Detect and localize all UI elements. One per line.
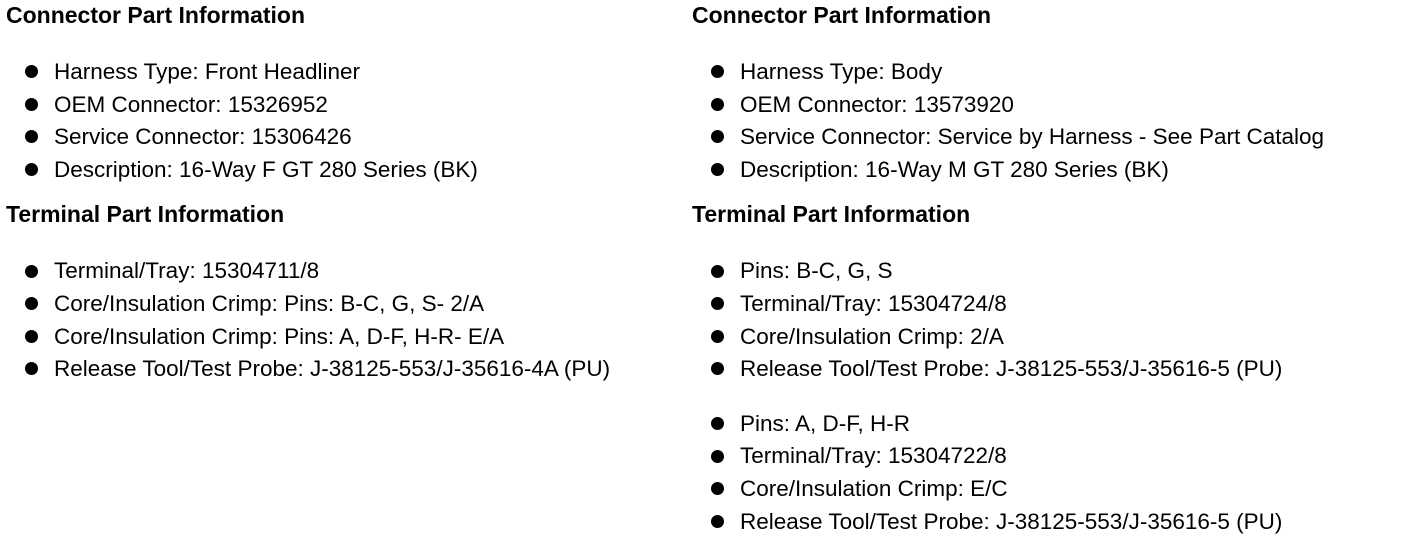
bullet-icon <box>25 65 38 78</box>
list-item-description <box>692 154 1404 187</box>
list-item-pins <box>692 255 1404 288</box>
list-item-text: Core/Insulation Crimp: Pins: B-C, G, S- 2/A <box>54 290 485 316</box>
list-item-crimp <box>692 321 1404 354</box>
bullet-icon <box>711 482 724 495</box>
list-item-text: Description: 16-Way M GT 280 Series (BK) <box>740 156 1169 182</box>
list-item-text: Release Tool/Test Probe: J-38125-553/J-35616-4A (PU) <box>54 356 611 382</box>
terminal-info-list <box>6 255 686 385</box>
list-item-text: Terminal/Tray: 15304722/8 <box>740 443 1007 469</box>
bullet-icon <box>711 265 724 278</box>
bullet-icon <box>25 330 38 343</box>
list-item-release-tool <box>6 353 686 386</box>
bullet-icon <box>25 98 38 111</box>
list-item-text: Service Connector: 15306426 <box>54 124 352 150</box>
list-item-crimp <box>692 473 1404 506</box>
bullet-icon <box>711 98 724 111</box>
terminal-info-list-group-2 <box>692 408 1404 538</box>
list-item-oem-connector <box>692 89 1404 122</box>
list-item-terminal-tray <box>692 440 1404 473</box>
list-item-description <box>6 154 686 187</box>
bullet-icon <box>25 163 38 176</box>
list-item-release-tool <box>692 353 1404 386</box>
list-item-crimp <box>6 288 686 321</box>
connector-heading: Connector Part Information <box>692 2 992 28</box>
list-item-terminal-tray <box>6 255 686 288</box>
connector-info-list <box>6 56 686 186</box>
list-item-text: Pins: B-C, G, S <box>740 258 893 284</box>
list-item-crimp <box>6 321 686 354</box>
list-item-text: Harness Type: Body <box>740 59 943 84</box>
bullet-icon <box>25 297 38 310</box>
list-item-release-tool <box>692 506 1404 538</box>
bullet-icon <box>711 163 724 176</box>
bullet-icon <box>711 450 724 463</box>
list-item-text: Service Connector: Service by Harness - See Part Catalog <box>740 124 1325 150</box>
bullet-icon <box>711 330 724 343</box>
list-item-text: Release Tool/Test Probe: J-38125-553/J-35616-5 (PU) <box>740 508 1283 534</box>
right-connector-column <box>692 0 1404 538</box>
list-item-text: Core/Insulation Crimp: Pins: A, D-F, H-R- E/A <box>54 323 505 349</box>
connector-info-list <box>692 56 1404 186</box>
bullet-icon <box>25 130 38 143</box>
list-item-text: OEM Connector: 13573920 <box>740 91 1014 117</box>
list-item-service-connector <box>692 121 1404 154</box>
bullet-icon <box>711 297 724 310</box>
list-item-text: Description: 16-Way F GT 280 Series (BK) <box>54 156 478 182</box>
list-item-text: Terminal/Tray: 15304724/8 <box>740 290 1007 316</box>
bullet-icon <box>711 417 724 430</box>
list-item-text: Core/Insulation Crimp: E/C <box>740 475 1008 501</box>
connector-heading: Connector Part Information <box>6 2 306 28</box>
terminal-heading: Terminal Part Information <box>6 201 285 228</box>
bullet-icon <box>25 362 38 375</box>
terminal-info-list-group-1 <box>692 255 1404 385</box>
list-item-text: Pins: A, D-F, H-R <box>740 410 911 436</box>
list-item-text: Core/Insulation Crimp: 2/A <box>740 323 1004 349</box>
list-item-service-connector <box>6 121 686 154</box>
list-item-text: Harness Type: Front Headliner <box>54 59 360 84</box>
terminal-heading: Terminal Part Information <box>692 201 971 228</box>
bullet-icon <box>711 515 724 528</box>
left-connector-column <box>6 0 686 386</box>
bullet-icon <box>25 265 38 278</box>
bullet-icon <box>711 362 724 375</box>
list-item-text: Release Tool/Test Probe: J-38125-553/J-35616-5 (PU) <box>740 356 1283 382</box>
list-item-text: Terminal/Tray: 15304711/8 <box>54 258 320 284</box>
list-item-terminal-tray <box>692 288 1404 321</box>
list-item-pins <box>692 408 1404 441</box>
list-item-text: OEM Connector: 15326952 <box>54 91 328 117</box>
bullet-icon <box>711 65 724 78</box>
list-item-harness-type <box>6 56 686 89</box>
list-item-harness-type <box>692 56 1404 89</box>
list-item-oem-connector <box>6 89 686 122</box>
bullet-icon <box>711 130 724 143</box>
